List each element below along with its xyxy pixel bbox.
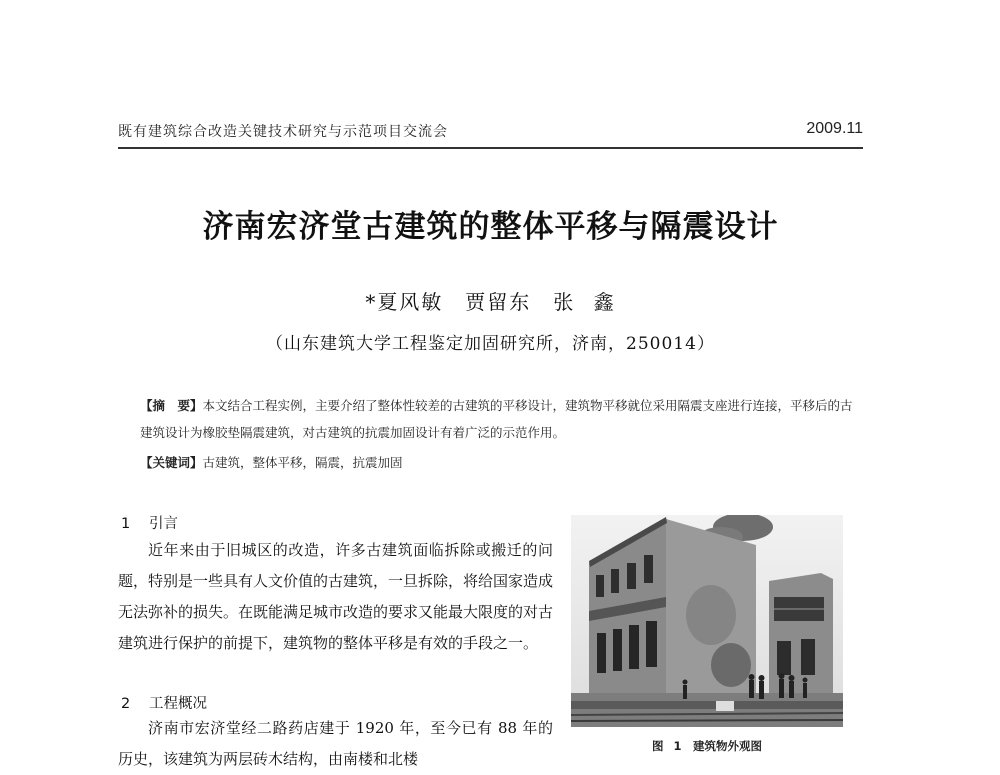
section-number: 2 xyxy=(121,696,131,712)
abstract-text: 本文结合工程实例，主要介绍了整体性较差的古建筑的平移设计，建筑物平移就位采用隔震支座进行连接，平移后的古建筑设计为橡胶垫隔震建筑，对古建筑的抗震加固设计有着广泛的示范作用。 xyxy=(140,398,853,440)
figure-caption: 图 1 建筑物外观图 xyxy=(651,739,762,753)
paper-title: 济南宏济堂古建筑的整体平移与隔震设计 xyxy=(202,209,779,245)
abstract xyxy=(140,392,860,446)
affiliation: （山东建筑大学工程鉴定加固研究所，济南，250014） xyxy=(266,334,715,354)
keywords-label: 【关键词】 xyxy=(140,455,203,470)
section-heading-introduction xyxy=(121,512,178,533)
section-number: 1 xyxy=(121,516,131,532)
issue-date: 2009.11 xyxy=(806,120,863,137)
building-photo xyxy=(571,515,843,727)
keywords xyxy=(140,452,860,474)
keywords-text: 古建筑，整体平移，隔震，抗震加固 xyxy=(202,455,403,470)
authors: *夏风敏 贾留东 张 鑫 xyxy=(365,290,616,314)
section-heading-project-overview xyxy=(121,692,207,713)
journal-name: 既有建筑综合改造关键技术研究与示范项目交流会 xyxy=(118,124,448,140)
section-title: 工程概况 xyxy=(149,696,207,712)
project-overview-paragraph: 济南市宏济堂经二路药店建于 1920 年，至今已有 88 年的历史，该建筑为两层砖木结构，由南楼和北楼 xyxy=(118,719,553,768)
running-header xyxy=(118,121,863,149)
introduction-paragraph: 近年来由于旧城区的改造，许多古建筑面临拆除或搬迁的问题，特别是一些具有人文价值的古建筑，一旦拆除，将给国家造成无法弥补的损失。在既能满足城市改造的要求又能最大限度的对古建筑进行保护的前提下，建筑物的整体平移是有效的手段之一。 xyxy=(118,541,554,652)
section-title: 引言 xyxy=(149,516,178,532)
abstract-label: 【摘 要】 xyxy=(140,398,203,413)
